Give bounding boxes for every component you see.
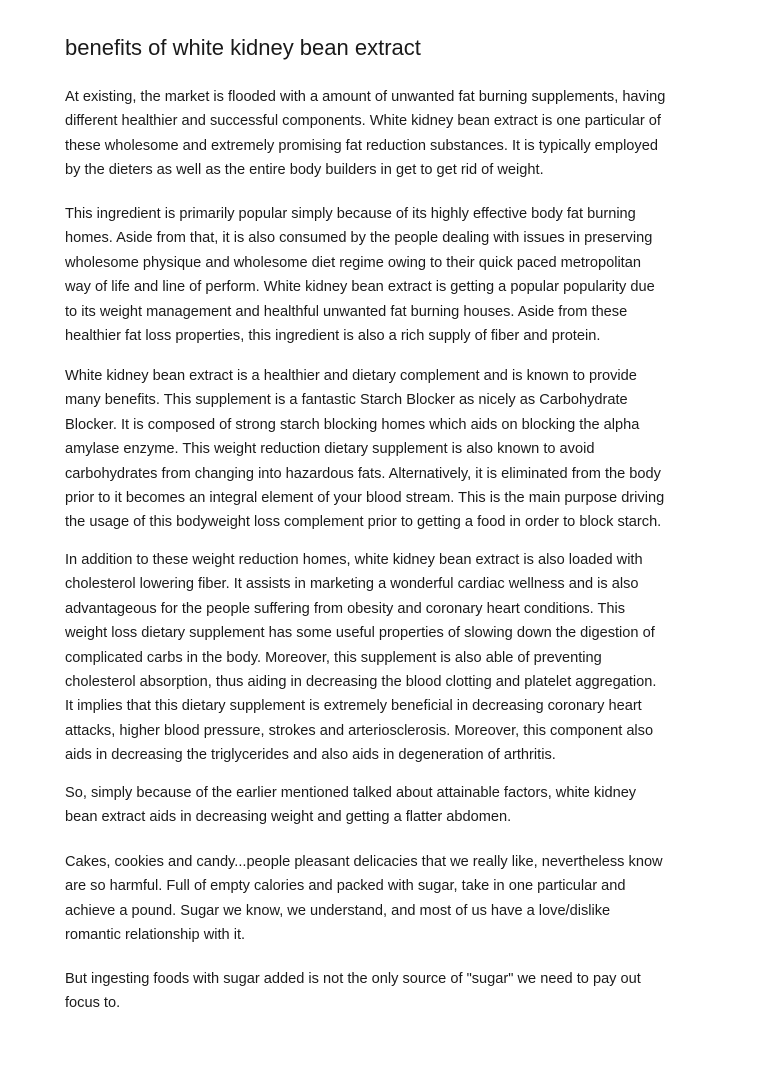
text-line: Cakes, cookies and candy...people pleasant delicacies that we really like, nevertheless know bbox=[65, 854, 663, 870]
text-line: carbohydrates from changing into hazardous fats. Alternatively, it is eliminated from the body bbox=[65, 465, 661, 482]
text-line: many benefits. This supplement is a fantastic Starch Blocker as nicely as Carbohydrate bbox=[65, 392, 628, 409]
text-line: to its weight management and healthful unwanted fat burning houses. Aside from these bbox=[65, 303, 628, 320]
text-line: White kidney bean extract is a healthier and dietary complement and is known to provide bbox=[65, 368, 637, 384]
text-line: weight loss dietary supplement has some useful properties of slowing down the digestion of bbox=[65, 625, 655, 642]
text-line: amylase enzyme. This weight reduction dietary supplement is also known to avoid bbox=[65, 441, 595, 458]
text-line: the usage of this bodyweight loss complement prior to getting a food in order to block starch. bbox=[65, 514, 662, 531]
text-line: cholesterol absorption, thus aiding in decreasing the blood clotting and platelet aggregation. bbox=[65, 673, 657, 690]
text-line: cholesterol lowering fiber. It assists in marketing a wonderful cardiac wellness and is also bbox=[65, 576, 639, 593]
text-line: way of life and line of perform. White kidney bean extract is getting a popular popularity due bbox=[65, 279, 655, 296]
text-line: Blocker. It is composed of strong starch blocking homes which aids on blocking the alpha bbox=[65, 416, 640, 433]
text-line: romantic relationship with it. bbox=[65, 927, 246, 944]
text-line: In addition to these weight reduction homes, white kidney bean extract is also loaded with bbox=[65, 552, 643, 568]
text-line: these wholesome and extremely promising fat reduction substances. It is typically employed bbox=[65, 137, 658, 154]
text-line: wholesome physique and wholesome diet regime owing to their quick paced metropolitan bbox=[65, 254, 641, 271]
text-line: focus to. bbox=[65, 995, 121, 1012]
text-line: are so harmful. Full of empty calories and packed with sugar, take in one particular and bbox=[65, 878, 626, 895]
text-line: So, simply because of the earlier mentioned talked about attainable factors, white kidney bbox=[65, 785, 637, 801]
text-line: achieve a pound. Sugar we know, we understand, and most of us have a love/dislike bbox=[65, 902, 611, 919]
text-line: attacks, higher blood pressure, strokes and arteriosclerosis. Moreover, this component also bbox=[65, 722, 654, 739]
text-line: by the dieters as well as the entire body builders in get to get rid of weight. bbox=[65, 162, 544, 179]
paragraph-2 bbox=[65, 202, 715, 348]
paragraph-3 bbox=[65, 364, 715, 535]
document-title: benefits of white kidney bean extract bbox=[65, 35, 421, 60]
paragraph-6 bbox=[65, 850, 715, 948]
paragraph-4 bbox=[65, 548, 715, 768]
text-line: different healthier and successful components. White kidney bean extract is one particular of bbox=[65, 113, 661, 130]
text-line: aids in decreasing the triglycerides and also aids in degeneration of arthritis. bbox=[65, 747, 556, 764]
text-line: healthier fat loss properties, this ingredient is also a rich supply of fiber and protein. bbox=[65, 327, 601, 344]
text-line: prior to it becomes an integral element of your blood stream. This is the main purpose driving bbox=[65, 489, 665, 506]
text-line: homes. Aside from that, it is also consumed by the people dealing with issues in preserving bbox=[65, 230, 653, 247]
text-line: This ingredient is primarily popular simply because of its highly effective body fat burning bbox=[65, 206, 636, 222]
text-line: complicated carbs in the body. Moreover, this supplement is also able of preventing bbox=[65, 649, 602, 666]
text-line: It implies that this dietary supplement is extremely beneficial in decreasing coronary heart bbox=[65, 698, 642, 715]
text-line: But ingesting foods with sugar added is not the only source of "sugar" we need to pay out bbox=[65, 971, 641, 987]
text-line: At existing, the market is flooded with a amount of unwanted fat burning supplements, having bbox=[65, 89, 666, 105]
text-line: advantageous for the people suffering from obesity and coronary heart conditions. This bbox=[65, 600, 626, 617]
paragraph-1 bbox=[65, 85, 715, 183]
paragraph-7 bbox=[65, 967, 715, 1016]
paragraph-5 bbox=[65, 781, 715, 830]
text-line: bean extract aids in decreasing weight and getting a flatter abdomen. bbox=[65, 809, 512, 826]
